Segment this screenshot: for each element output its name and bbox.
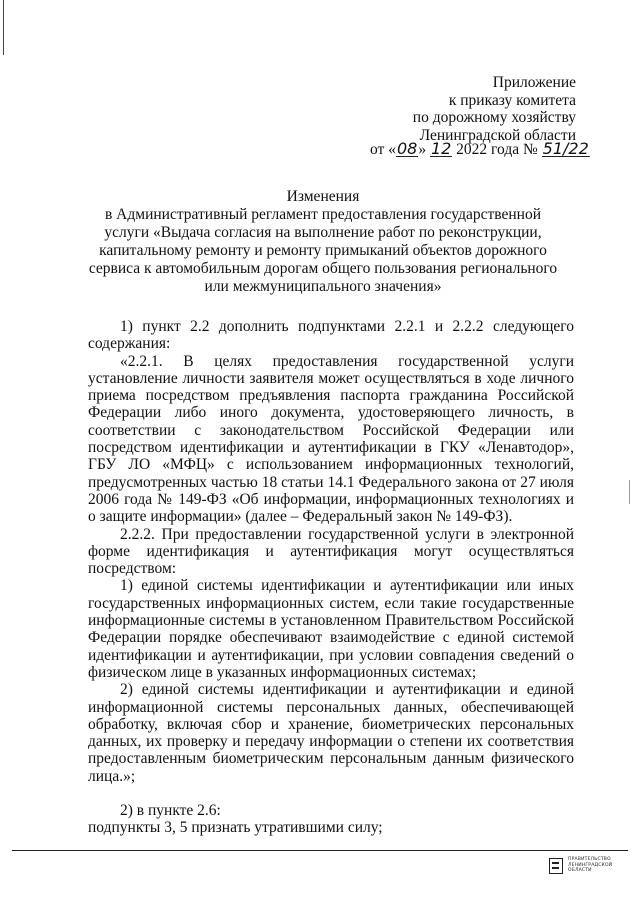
paragraph: 1) пункт 2.2 дополнить подпунктами 2.2.1 и 2.2.2 следующего содержания: [88,318,574,353]
spacer [88,785,574,802]
date-month-handwritten: 12 [430,139,452,158]
stamp-text: ПРАВИТЕЛЬСТВО ЛЕНИНГРАДСКОЙ ОБЛАСТИ [568,857,613,873]
paragraph: 2) в пункте 2.6: [120,802,221,820]
paragraph: 2) единой системы идентификации и аутентификации и единой информационной системы персональных данных, обеспечивающей обработку, включая сбор и хранение, биометрических персональных данных, их проверку и передачу информации о степени их соответствия предоставленным биометрическим персональным данным физического лица.»; [88,681,574,785]
date-prefix: от « [370,141,396,158]
title-heading: Изменения [286,188,360,205]
appendix-line: к приказу комитета [448,91,576,109]
paragraph: 1) единой системы идентификации и аутентификации или иных государственных информационных систем, если такие государственные информационные системы в установленном Правительством Российской Федерации порядке обеспечивают взаимодействие с единой системой идентификации и аутентификации, при условии совпадения сведений о физическом лице в указанных информационных системах; [88,577,574,681]
appendix-block [413,74,576,144]
emblem-icon [549,858,563,874]
date-year: 2022 года № [456,141,538,158]
paragraph: «2.2.1. В целях предоставления государственной услуги установление личности заявителя может осуществляться в ходе личного приема посредством предъявления паспорта гражданина Российской Федерации либо иного документа, удостоверяющего личность, в соответствии с законодательством Российской Федерации или посредством идентификации и аутентификации в ГКУ «Ленавтодор», ГБУ ЛО «МФЦ» с использованием информационных технологий, предусмотренных частью 18 статьи 14.1 Федерального закона от 27 июля 2006 года № 149-ФЗ «Об информации, информационных технологиях и о защите информации» (далее – Федеральный закон № 149-ФЗ). [88,352,574,526]
date-sep: » [418,141,427,158]
order-number-handwritten: 51/22 [542,139,589,158]
title-subtitle: в Административный регламент предоставления государственной услуги «Выдача согласия на выполнение работ по реконструкции, капитальному ремонту и ремонту примыканий объектов дорожного сервиса к автомобильным дорогам общего пользования регионального или межмуниципального значения» [88,206,558,295]
scan-margin-line [3,0,4,55]
date-day-handwritten: 08 [396,139,418,158]
footer-rule [12,850,628,851]
government-stamp [549,856,629,878]
appendix-line: Ленинградской области [419,126,576,144]
paragraph: 2.2.2. При предоставлении государственной услуги в электронной форме идентификация и аутентификация могут осуществляться посредством: [88,525,574,578]
appendix-line: по дорожному хозяйству [412,109,576,126]
scan-margin-mark [629,480,630,504]
appendix-date-line [370,141,600,159]
appendix-line: Приложение [492,74,576,91]
document-body [88,318,574,837]
document-title [88,188,558,296]
paragraph: подпункты 3, 5 признать утратившими силу; [88,819,383,837]
